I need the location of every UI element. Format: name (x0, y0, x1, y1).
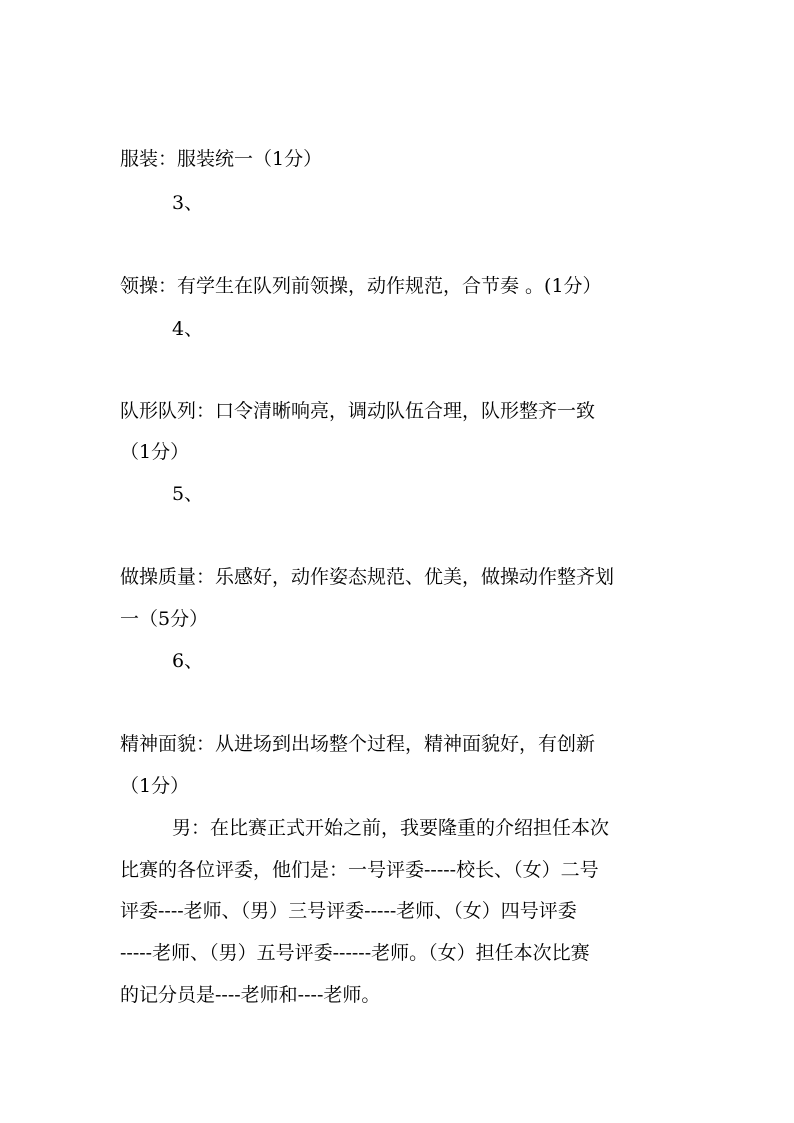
paragraph-line-5: 的记分员是----老师和----老师。 (120, 984, 381, 1006)
item-number-4: 4、 (172, 318, 204, 340)
paragraph-line-1: 男：在比赛正式开始之前，我要隆重的介绍担任本次 (172, 817, 610, 839)
paragraph-line-4: -----老师、（男）五号评委------老师。（女）担任本次比赛 (120, 942, 590, 964)
paragraph-line-2: 比赛的各位评委，他们是：一号评委-----校长、（女）二号 (120, 859, 599, 881)
text-line-clothing: 服装：服装统一（1分） (120, 148, 323, 170)
item-number-3: 3、 (172, 192, 204, 214)
text-line-spirit-score: （1分） (120, 775, 190, 797)
text-line-formation: 队形队列：口令清晰响亮，调动队伍合理，队形整齐一致 (120, 400, 596, 422)
text-line-formation-score: （1分） (120, 441, 190, 463)
item-number-5: 5、 (172, 483, 204, 505)
text-line-exercise-quality: 做操质量：乐感好，动作姿态规范、优美，做操动作整齐划 (120, 566, 615, 588)
text-line-exercise-quality-score: 一（5分） (120, 608, 209, 630)
text-line-lead-exercise: 领操：有学生在队列前领操，动作规范，合节奏 。(1分） (120, 275, 602, 297)
paragraph-line-3: 评委----老师、（男）三号评委-----老师、（女）四号评委 (120, 900, 577, 922)
item-number-6: 6、 (172, 650, 204, 672)
text-line-spirit: 精神面貌：从进场到出场整个过程，精神面貌好，有创新 (120, 733, 596, 755)
